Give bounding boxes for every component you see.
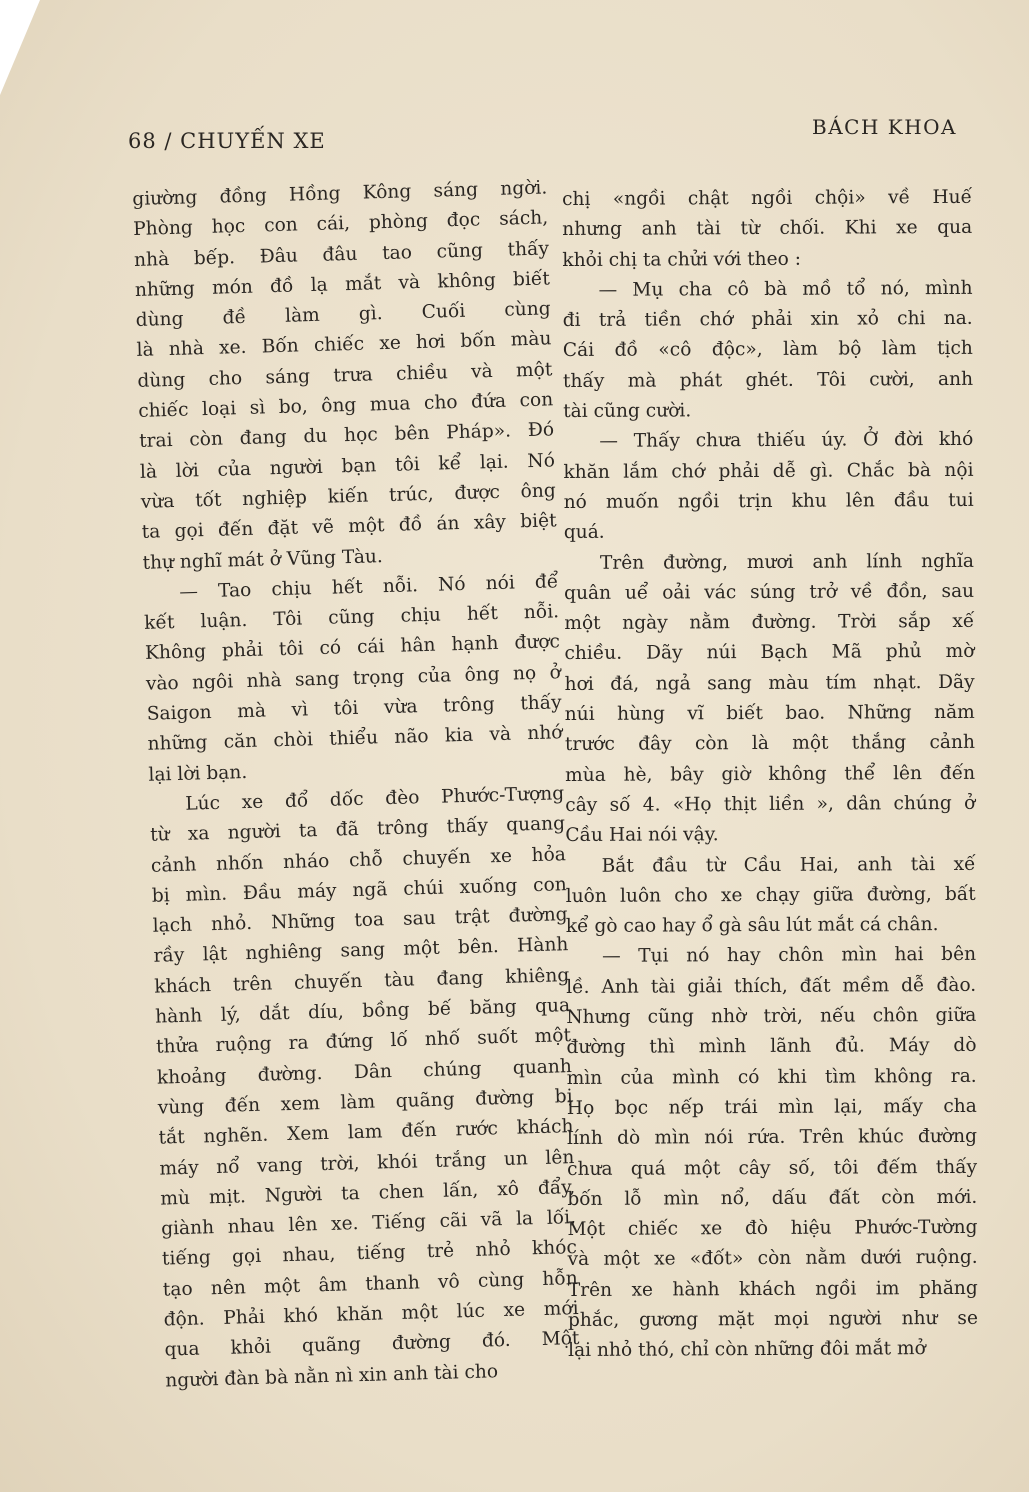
- text-line: dùng cho sáng trưa chiều và một: [137, 359, 553, 392]
- left-column: [132, 173, 581, 1396]
- text-line: Cái đồ «cô độc», làm bộ làm tịch: [562, 338, 973, 362]
- text-line: từ xa người ta đã trông thấy quang: [149, 813, 566, 846]
- text-line: trai còn đang du học bên Pháp». Đó: [138, 419, 555, 453]
- text-line: Trên đường, mươi anh lính nghĩa: [599, 550, 975, 574]
- text-line: giường đồng Hồng Kông sáng ngời.: [132, 177, 548, 210]
- text-line: — Thấy chưa thiếu úy. Ở đời khó: [599, 429, 974, 453]
- text-line: qua khỏi quãng đường đó. Một: [164, 1328, 580, 1361]
- text-line: phắc, gương mặt mọi người như se: [567, 1307, 978, 1331]
- text-line: luôn luôn cho xe chạy giữa đường, bất: [565, 883, 976, 907]
- text-line: lạch nhỏ. Những toa sau trật đường: [152, 904, 568, 937]
- text-line: chưa quá một cây số, tôi đếm thấy: [567, 1156, 978, 1180]
- text-line: — Tao chịu hết nỗi. Nó nói để: [179, 571, 559, 603]
- text-line: người đàn bà nằn nì xin anh tài cho: [165, 1360, 499, 1392]
- text-line: Họ bọc nếp trái mìn lại, mấy cha: [566, 1095, 977, 1119]
- text-line: — Mụ cha cô bà mồ tổ nó, mình: [598, 277, 973, 301]
- text-line: vào ngôi nhà sang trọng của ông nọ ở: [145, 661, 562, 695]
- text-line: một ngày nằm đường. Trời sắp xế: [564, 611, 975, 635]
- text-line: tiếng gọi nhau, tiếng trẻ nhỏ khóc: [161, 1237, 578, 1270]
- text-line: là nhà xe. Bốn chiếc xe hơi bốn màu: [136, 328, 552, 362]
- text-line: nhưng anh tài từ chối. Khi xe qua: [562, 217, 973, 241]
- text-line: vừa tốt nghiệp kiến trúc, được ông: [140, 480, 556, 513]
- torn-corner: [0, 0, 40, 95]
- magazine-title: BÁCH KHOA: [812, 115, 957, 139]
- text-line: kết luận. Tôi cũng chịu hết nỗi.: [143, 601, 560, 634]
- text-line: thửa ruộng ra đứng lố nhố suốt một: [155, 1025, 572, 1058]
- text-line: ta gọi đến đặt vẽ một đồ án xây biệt: [141, 510, 557, 544]
- text-line: chiều. Dãy núi Bạch Mã phủ mờ: [564, 641, 975, 665]
- text-line: kể gò cao hay ổ gà sâu lút mắt cá chân.: [565, 914, 939, 938]
- text-line: lại lời bạn.: [148, 761, 248, 786]
- text-line: cây số 4. «Họ thịt liền », dân chúng ở: [565, 792, 976, 816]
- text-line: dùng đề làm gì. Cuối cùng: [135, 298, 551, 332]
- text-line: Không phải tôi có cái hân hạnh được: [144, 631, 561, 665]
- text-line: nó muốn ngồi trịn khu lên đầu tui: [563, 489, 974, 513]
- text-line: mìn của mình có khi tìm không ra.: [566, 1065, 977, 1089]
- text-line: — Tụi nó hay chôn mìn hai bên: [601, 944, 977, 968]
- text-line: đường thì mình lãnh đủ. Máy dò: [566, 1035, 977, 1059]
- right-column: [562, 183, 978, 1367]
- text-line: tài cũng cười.: [563, 400, 692, 423]
- text-line: trước đây còn là một thắng cảnh: [564, 732, 975, 756]
- text-line: nhà bếp. Đâu đâu tao cũng thấy: [133, 237, 550, 271]
- text-line: bốn lỗ mìn nổ, dấu đất còn mới.: [567, 1186, 978, 1210]
- text-line: Trên xe hành khách ngồi im phăng: [567, 1277, 978, 1301]
- text-line: khăn lắm chớ phải dễ gì. Chắc bà nội: [563, 459, 974, 483]
- text-line: hành lý, dắt díu, bồng bế băng qua: [154, 995, 571, 1028]
- text-line: quá.: [563, 522, 605, 544]
- text-line: Một chiếc xe đò hiệu Phước-Tường: [567, 1216, 978, 1241]
- text-line: độn. Phải khó khăn một lúc xe mới: [163, 1297, 579, 1331]
- text-line: tạo nên một âm thanh vô cùng hỗn: [162, 1267, 578, 1301]
- text-line: khách trên chuyến tàu đang khiêng: [154, 964, 570, 998]
- text-line: lại nhỏ thó, chỉ còn những đôi mắt mở: [568, 1338, 926, 1362]
- text-line: những món đồ lạ mắt và không biết: [134, 268, 551, 301]
- text-line: thấy mà phát ghét. Tôi cười, anh: [562, 368, 974, 392]
- text-line: những căn chòi thiểu não kia và nhớ: [147, 722, 563, 756]
- text-line: Bắt đầu từ Cầu Hai, anh tài xế: [601, 853, 976, 877]
- text-line: tắt nghẽn. Xem lam đến rước khách: [158, 1116, 574, 1149]
- text-line: núi hùng vĩ biết bao. Những năm: [564, 701, 975, 726]
- text-line: Cầu Hai nói vậy.: [565, 824, 719, 847]
- text-line: khoảng đường. Dân chúng quanh: [156, 1055, 573, 1089]
- page-number-and-section: 68 / CHUYẾN XE: [128, 129, 326, 153]
- text-line: bị mìn. Đầu máy ngã chúi xuống con: [151, 873, 567, 907]
- text-line: cảnh nhốn nháo chỗ chuyến xe hỏa: [150, 843, 567, 877]
- text-line: quân uể oải vác súng trở về đồn, sau: [564, 580, 975, 604]
- text-line: máy nổ vang trời, khói trắng un lên: [159, 1146, 575, 1180]
- text-line: giành nhau lên xe. Tiếng cãi vã la lối,: [160, 1207, 577, 1240]
- text-line: khỏi chị ta chửi với theo :: [562, 248, 802, 271]
- text-line: lính dò mìn nói rứa. Trên khúc đường: [566, 1126, 978, 1150]
- text-line: Saigon mà vì tôi vừa trông thấy: [146, 692, 562, 725]
- text-line: và một xe «đốt» còn nằm dưới ruộng.: [567, 1247, 978, 1271]
- text-line: là lời của người bạn tôi kể lại. Nó: [139, 449, 556, 483]
- text-line: mù mịt. Người ta chen lấn, xô đẩy,: [160, 1176, 576, 1210]
- text-line: Phòng học con cái, phòng đọc sách,: [132, 207, 549, 241]
- text-line: thự nghĩ mát ở Vũng Tàu.: [142, 545, 384, 574]
- text-line: Nhưng cũng nhờ trời, nếu chôn giữa: [566, 1004, 977, 1029]
- text-line: rầy lật nghiêng sang một bên. Hành: [153, 934, 569, 968]
- text-line: Lúc xe đổ dốc đèo Phước-Tượng: [185, 783, 565, 815]
- page-header: [128, 115, 957, 155]
- text-line: chiếc loại sì bo, ông mua cho đứa con: [138, 389, 554, 422]
- text-line: mùa hè, bây giờ không thể lên đến: [565, 762, 976, 786]
- text-line: vùng đến xem làm quãng đường bị: [157, 1085, 573, 1119]
- text-line: chị «ngồi chật ngồi chội» về Huế: [562, 186, 973, 210]
- text-line: hơi đá, ngả sang màu tím nhạt. Dãy: [564, 671, 975, 695]
- text-line: lề. Anh tài giải thích, đất mềm dễ đào.: [566, 974, 977, 998]
- text-line: đi trả tiền chớ phải xin xỏ chi na.: [562, 308, 973, 332]
